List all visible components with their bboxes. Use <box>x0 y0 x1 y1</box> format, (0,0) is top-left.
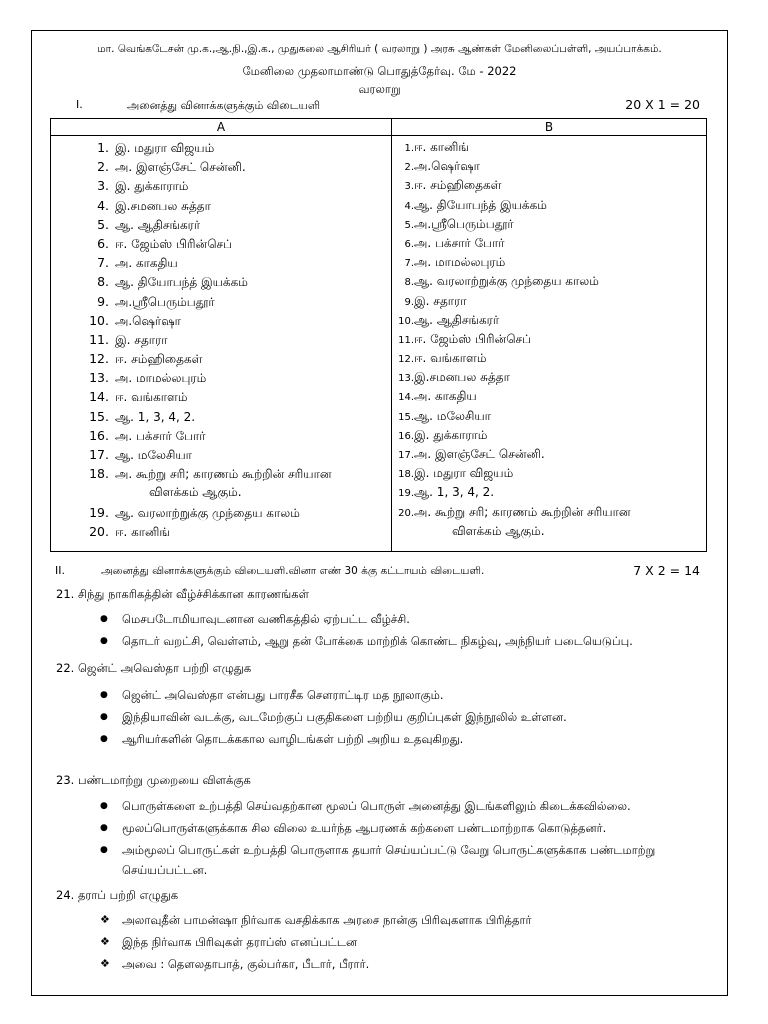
col_a-row <box>51 445 391 464</box>
col_a-row <box>51 272 391 291</box>
col_b-row <box>392 292 706 311</box>
col_b-item-number: 11. <box>398 334 414 346</box>
col_b-item-text: இ.சமனபல சுத்தா <box>414 370 510 385</box>
col_b-item-text: ஆ. வரலாற்றுக்கு முந்தைய காலம் <box>414 274 599 289</box>
col_a-item-number: 6. <box>97 235 109 251</box>
col_b-item-text: ஆ. தியோபந்த் இயக்கம் <box>414 197 547 212</box>
col_a-item-text: ஆ. 1, 3, 4, 2. <box>115 409 196 424</box>
col_b-item-text: ஈ. வங்காளம் <box>414 351 487 366</box>
col_a-row <box>51 234 391 253</box>
col_b-row <box>392 234 706 253</box>
col_a-item-number: 19. <box>89 504 109 520</box>
col_b-item-number: 19. <box>398 488 414 500</box>
col_a-row <box>51 407 391 426</box>
col_a-item-text: இ. மதுரா விஜயம் <box>115 141 215 155</box>
col_b-item-continuation: விளக்கம் ஆகும். <box>452 523 545 538</box>
col_b-row <box>392 196 706 215</box>
answer-points <box>100 684 567 750</box>
col_b-item-text: ஈ. ஜேம்ஸ் பிரின்செப் <box>414 331 532 346</box>
school-header: மா. வெங்கடேசன் மு.க.,ஆ.நி.,இ.க., முதுகலை ஆசிரியர் ( வரலாறு ) அரசு ஆண்கள் மேனிலைப்பள்ளி, அயப்பாக்கம். <box>97 43 662 55</box>
answer-point-continuation: செய்யப்பட்டன. <box>122 863 208 877</box>
col_b-item-number: 9. <box>404 296 414 308</box>
col_b-row <box>392 138 706 157</box>
col_b-row <box>392 368 706 387</box>
answer-point: ● ஜென்ட் அவெஸ்தா என்பது பாரசீக சௌராட்டிர மத நூலாகும். <box>100 684 567 706</box>
exam-title: மேனிலை முதலாமாண்டு பொதுத்தேர்வு. மே - 2022 <box>242 64 517 78</box>
answer-point: ● அம்மூலப் பொருட்கள் உற்பத்தி பொருளாக தயார் செய்யப்பட்டு வேறு பொருட்களுக்காக பண்டமாற்று <box>100 839 655 861</box>
col_a-item-text: ஈ. கானிங் <box>115 524 170 539</box>
col_a-item-continuation: விளக்கம் ஆகும். <box>149 485 242 500</box>
column-a <box>51 136 392 552</box>
col_b-item-text: அ. மாமல்லபுரம் <box>414 255 506 270</box>
col_b-item-text: அ.ஷெர்ஷா <box>414 159 480 174</box>
col_b-item-text: ஆ. 1, 3, 4, 2. <box>414 485 495 500</box>
col_a-row <box>51 157 391 176</box>
col_a-item-number: 13. <box>89 370 109 386</box>
section2-number: II. <box>55 564 65 577</box>
col_a-item-number: 20. <box>89 523 109 539</box>
col_b-row <box>392 503 706 522</box>
col_b-item-number: 5. <box>404 219 414 231</box>
col_a-item-text: ஆ. மலேசியா <box>115 448 192 462</box>
col_a-item-text: அ. மாமல்லபுரம் <box>115 371 207 386</box>
col_b-row <box>392 176 706 195</box>
col_b-item-text: இ. மதுரா விஜயம் <box>414 466 514 481</box>
col_b-item-number: 4. <box>404 200 414 212</box>
col_a-item-text: இ. துக்காராம் <box>115 179 189 194</box>
col_a-item-text: அ. காகதிய <box>115 256 178 271</box>
col_b-row <box>392 445 706 464</box>
col_b-row <box>392 407 706 426</box>
section2-title: அனைத்து வினாக்களுக்கும் விடையளி.வினா எண் 30 க்கு கட்டாயம் விடையளி. <box>101 565 485 577</box>
col_b-row <box>392 253 706 272</box>
col_a-item-number: 3. <box>97 178 109 194</box>
col_b-item-text: இ. சதாரா <box>414 293 467 308</box>
answer-point: ● மூலப்பொருள்களுக்காக சில விலை உயர்ந்த ஆபரணக் கற்களை பண்டமாற்றாக கொடுத்தனர். <box>100 817 655 839</box>
col_a-row <box>51 426 391 445</box>
col_a-item-text: ஈ. ஜேம்ஸ் பிரின்செப் <box>115 236 233 251</box>
col_b-item-number: 8. <box>404 277 414 289</box>
col_b-item-number: 18. <box>398 469 414 481</box>
answer-point: ❖ இந்த நிர்வாக பிரிவுகள் தராப்ஸ் எனப்பட்டன <box>100 931 532 953</box>
answer-point: ● ஆரியர்களின் தொடக்ககால வாழிடங்கள் பற்றி அறிய உதவுகிறது. <box>100 728 567 750</box>
subject-title: வரலாறு <box>358 82 401 96</box>
col_a-item-number: 9. <box>97 293 109 309</box>
col_b-row <box>392 330 706 349</box>
col_a-item-number: 8. <box>97 274 109 290</box>
section1-number: I. <box>76 98 83 111</box>
question-heading: 22. ஜென்ட் அவெஸ்தா பற்றி எழுதுக <box>56 661 252 675</box>
col_a-item-number: 14. <box>89 389 109 405</box>
col_a-item-text: அ.ஷெர்ஷா <box>115 313 181 328</box>
col_b-item-number: 13. <box>398 373 414 385</box>
answer-points <box>100 608 633 652</box>
col_b-row <box>392 215 706 234</box>
col_b-row <box>392 387 706 406</box>
col_b-item-number: 2. <box>404 162 414 174</box>
col_a-row <box>51 464 391 483</box>
col_a-item-text: அ. கூற்று சரி; காரணம் கூற்றின் சரியான <box>115 467 332 482</box>
col_b-item-number: 12. <box>398 354 414 366</box>
col_b-row <box>392 157 706 176</box>
col_b-item-text: ஆ. மலேசியா <box>414 408 491 423</box>
col_a-row <box>51 253 391 272</box>
col_b-item-number: 14. <box>398 392 414 404</box>
col_b-row <box>392 464 706 483</box>
col_b-item-number: 15. <box>398 411 414 423</box>
answer-point: ● மெசபடோமியாவுடனான வணிகத்தில் ஏற்பட்ட வீழ்ச்சி. <box>100 608 633 630</box>
col_b-row <box>392 272 706 291</box>
col_a-item-number: 11. <box>89 331 109 347</box>
answer-points <box>100 909 532 975</box>
col_b-item-text: அ. காகதிய <box>414 389 477 404</box>
col_b-item-text: அ. இளஞ்சேட் சென்னி. <box>414 447 545 461</box>
col_a-row <box>51 368 391 387</box>
col_b-item-text: இ. துக்காராம் <box>414 427 488 442</box>
col_a-item-text: அ.ஸ்ரீபெரும்பதூர் <box>115 294 215 309</box>
col_b-row <box>392 426 706 445</box>
col_b-item-text: அ. கூற்று சரி; காரணம் கூற்றின் சரியான <box>414 504 631 519</box>
col_a-item-number: 4. <box>97 197 109 213</box>
col_b-item-text: ஈ. சம்ஹிதைகள் <box>414 178 502 193</box>
col_b-row <box>392 311 706 330</box>
col_b-row <box>392 349 706 368</box>
question-heading: 23. பண்டமாற்று முறையை விளக்குக <box>56 773 251 787</box>
answer-point: ❖ அலாவுதீன் பாமன்ஷா நிர்வாக வசதிக்காக அரசை நான்கு பிரிவுகளாக பிரித்தார் <box>100 909 532 931</box>
col_a-item-text: இ.சமனபல சுத்தா <box>115 198 211 213</box>
section1-title: அனைத்து வினாக்களுக்கும் விடையளி <box>127 99 321 112</box>
col_a-row <box>51 387 391 406</box>
section2-marks: 7 X 2 = 14 <box>633 563 700 578</box>
col_a-item-text: இ. சதாரா <box>115 332 168 347</box>
col_a-item-number: 18. <box>89 466 109 482</box>
column-b <box>392 136 707 552</box>
col_a-item-text: ஈ. சம்ஹிதைகள் <box>115 352 203 367</box>
answer-point: ❖ அவை : தௌலதாபாத், குல்பர்கா, பீடார், பீரார். <box>100 953 532 975</box>
col_b-item-number: 16. <box>398 430 414 442</box>
col_a-item-number: 7. <box>97 255 109 271</box>
section1-marks: 20 X 1 = 20 <box>625 97 700 112</box>
col_b-item-text: ஈ. கானிங் <box>414 140 469 154</box>
col_a-item-number: 16. <box>89 427 109 443</box>
col_b-item-number: 3. <box>404 181 414 193</box>
col-b-header: B <box>392 119 707 136</box>
col_a-item-text: அ. பக்சார் போர் <box>115 428 206 443</box>
col_a-item-number: 17. <box>89 447 109 462</box>
col_a-item-text: ஆ. வரலாற்றுக்கு முந்தைய காலம் <box>115 505 300 520</box>
question-heading: 24. தராப் பற்றி எழுதுக <box>56 888 179 902</box>
col_b-row <box>392 483 706 502</box>
col_a-row <box>51 330 391 349</box>
col_b-item-number: 10. <box>398 315 414 327</box>
answer-point: ● பொருள்களை உற்பத்தி செய்வதற்கான மூலப் பொருள் அனைத்து இடங்களிலும் கிடைக்கவில்லை. <box>100 795 655 817</box>
col_a-row <box>51 522 391 541</box>
col_a-item-text: ஈ. வங்காளம் <box>115 390 188 405</box>
col-a-header: A <box>51 119 392 136</box>
col_a-row <box>51 215 391 234</box>
col_a-row <box>51 503 391 522</box>
col_a-item-number: 2. <box>97 159 109 175</box>
answer-point: ● இந்தியாவின் வடக்கு, வடமேற்குப் பகுதிகளை பற்றிய குறிப்புகள் இந்நூலில் உள்ளன. <box>100 706 567 728</box>
col_b-item-number: 1. <box>404 143 414 154</box>
col_b-item-number: 20. <box>398 507 414 519</box>
col_a-item-text: ஆ. ஆதிசங்கரர் <box>115 217 201 232</box>
col_a-item-number: 12. <box>89 351 109 367</box>
col_a-item-number: 10. <box>89 312 109 328</box>
col_b-item-text: அ.ஸ்ரீபெரும்பதூர் <box>414 216 514 231</box>
col_b-item-text: அ. பக்சார் போர் <box>414 235 505 250</box>
col_b-item-number: 7. <box>404 258 414 270</box>
col_a-row <box>51 138 391 157</box>
col_a-row <box>51 176 391 195</box>
col_a-row <box>51 196 391 215</box>
page-frame <box>31 30 728 996</box>
col_a-item-number: 5. <box>97 216 109 232</box>
answer-table <box>50 118 707 552</box>
col_a-item-text: ஆ. தியோபந்த் இயக்கம் <box>115 275 248 290</box>
col_b-item-number: 6. <box>404 238 414 250</box>
col_a-item-number: 15. <box>89 408 109 424</box>
col_b-item-text: ஆ. ஆதிசங்கரர் <box>414 312 500 327</box>
col_b-item-number: 17. <box>398 450 414 461</box>
question-heading: 21. சிந்து நாகரிகத்தின் வீழ்ச்சிக்கான காரணங்கள் <box>56 587 309 601</box>
col_a-row <box>51 292 391 311</box>
col_a-item-text: அ. இளஞ்சேட் சென்னி. <box>115 160 246 175</box>
col_a-row <box>51 311 391 330</box>
answer-point: ● தொடர் வறட்சி, வெள்ளம், ஆறு தன் போக்கை மாற்றிக் கொண்ட நிகழ்வு, அந்நியர் படையெடுப்பு. <box>100 630 633 652</box>
col_a-row <box>51 349 391 368</box>
answer-points <box>100 795 655 879</box>
col_a-item-number: 1. <box>97 140 109 155</box>
